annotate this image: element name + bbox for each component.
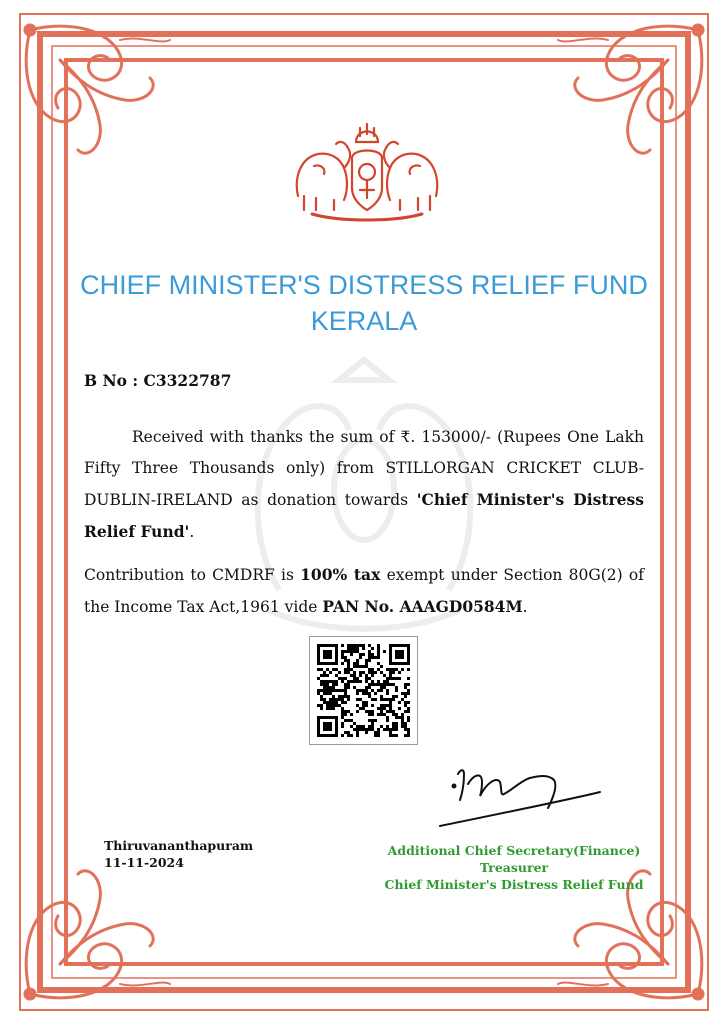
place-date-block	[104, 837, 253, 871]
tax-text: Contribution to CMDRF is	[84, 566, 301, 584]
receipt-number: B No : C3322787	[84, 371, 232, 390]
signature	[438, 760, 608, 832]
signatory-designation: Additional Chief Secretary(Finance)	[387, 843, 641, 858]
state-title: KERALA	[310, 306, 418, 336]
qr-code-frame	[309, 636, 418, 745]
tax-text-end: .	[522, 598, 528, 616]
receipt-text-end: .	[189, 523, 195, 541]
tax-paragraph	[84, 559, 644, 623]
kerala-state-emblem-icon	[290, 118, 444, 222]
tax-percent: 100% tax	[300, 565, 381, 584]
fund-name: 'Chief Minister's Distress Relief Fund'	[84, 490, 644, 541]
pan-number: PAN No. AAAGD0584M	[322, 597, 523, 616]
qr-code-icon	[317, 644, 410, 737]
receipt-paragraph	[84, 422, 644, 548]
issue-date: 11-11-2024	[104, 855, 184, 870]
tax-text-mid: exempt under Section 80G(2) of the Income Tax Act,1961 vide	[84, 566, 644, 616]
signatory-role: Treasurer	[479, 860, 549, 875]
receipt-text: Received with thanks the sum of ₹. 153000/- (Rupees One Lakh Fifty Three Thousands only) from STILLORGAN CRICKET CLUB-DUBLIN-IRELAND as donation towards	[84, 428, 644, 509]
fund-title: CHIEF MINISTER'S DISTRESS RELIEF FUND	[80, 270, 648, 300]
signatory-fund: Chief Minister's Distress Relief Fund	[384, 877, 644, 892]
place: Thiruvananthapuram	[104, 838, 254, 853]
signatory-block	[380, 842, 648, 893]
